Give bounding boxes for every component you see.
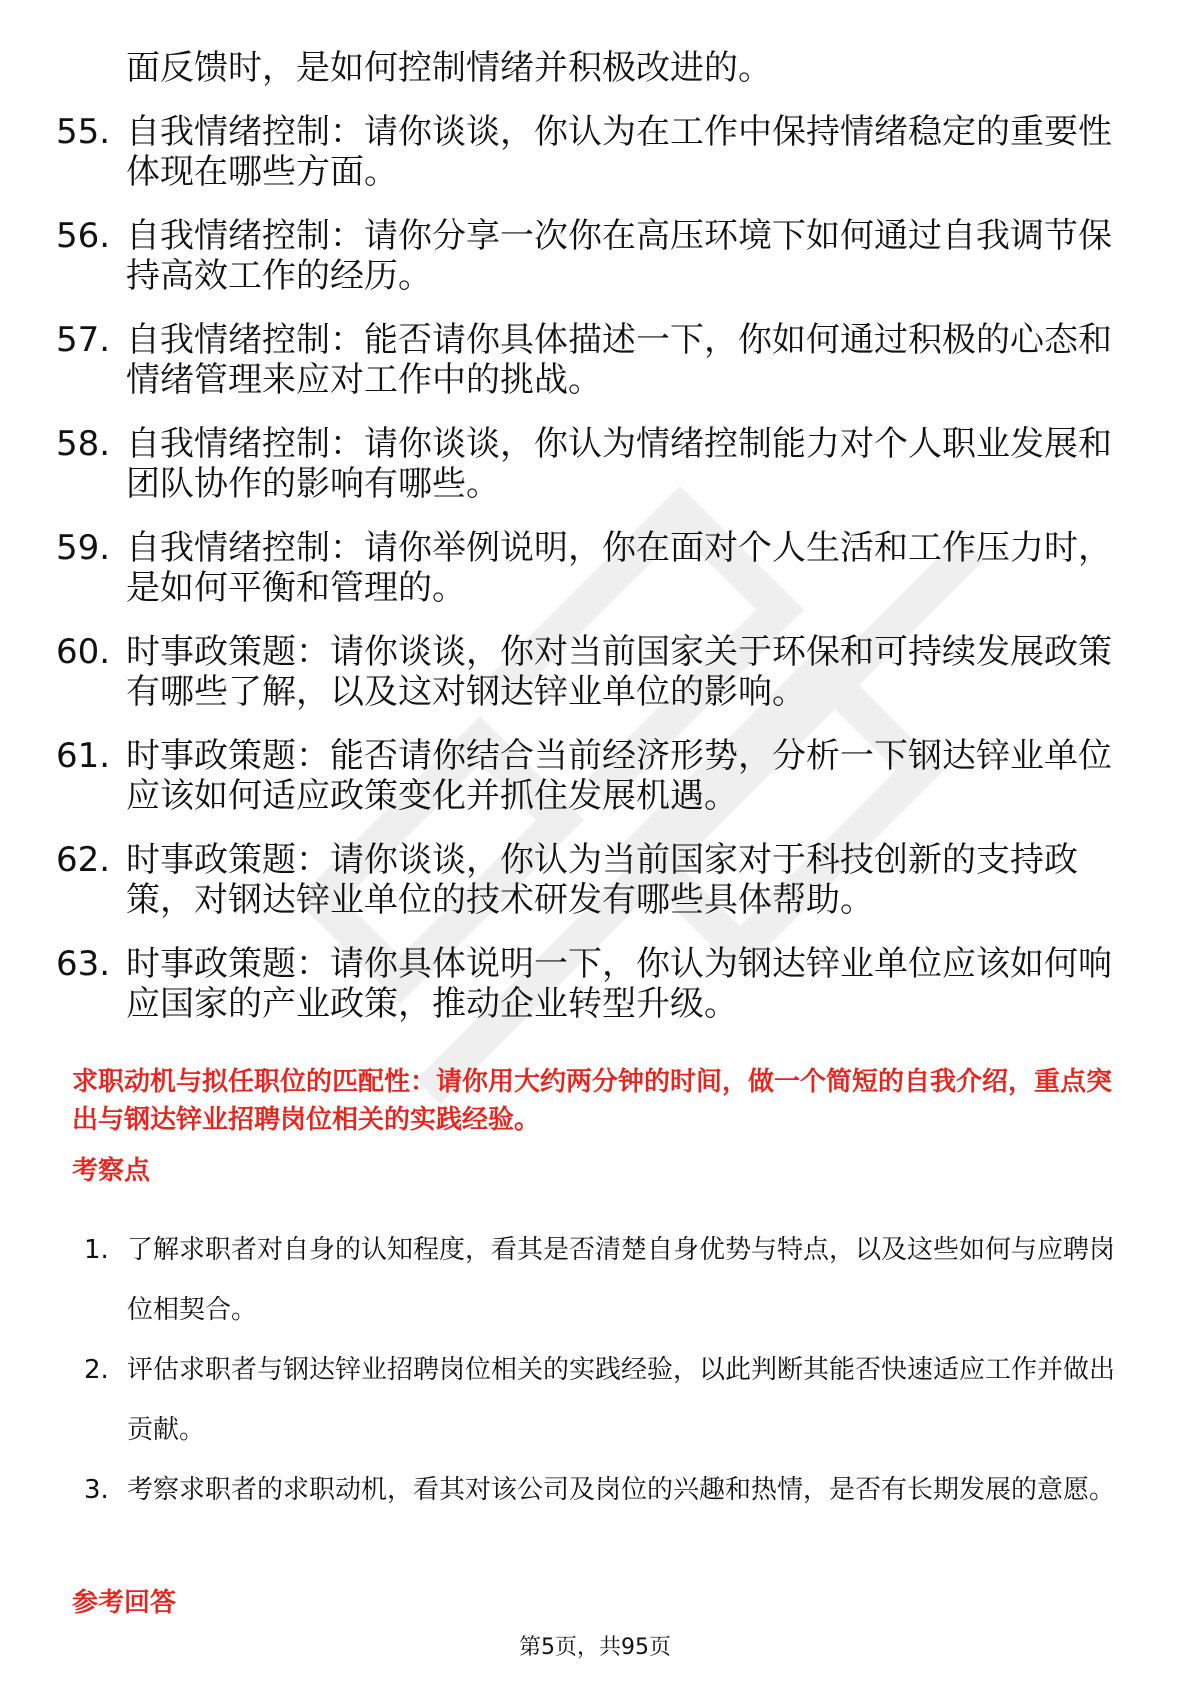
kaochadian-list	[84, 1220, 1124, 1520]
list-item	[56, 840, 1116, 920]
item-number: 57.	[56, 320, 111, 360]
list-item	[84, 1460, 1124, 1520]
item-text: 自我情绪控制：能否请你具体描述一下，你如何通过积极的心态和情绪管理来应对工作中的挑战。	[126, 320, 1112, 400]
item-text: 考察求职者的求职动机，看其对该公司及岗位的兴趣和热情，是否有长期发展的意愿。	[127, 1475, 1116, 1505]
item-number: 61.	[56, 736, 111, 776]
list-item	[56, 216, 1116, 296]
item-number: 58.	[56, 424, 111, 464]
list-item	[56, 528, 1116, 608]
item-text: 自我情绪控制：请你谈谈，你认为在工作中保持情绪稳定的重要性体现在哪些方面。	[126, 112, 1112, 192]
question-list	[56, 112, 1116, 1048]
item-number: 3.	[84, 1475, 109, 1505]
item-number: 62.	[56, 840, 111, 880]
item-number: 59.	[56, 528, 111, 568]
list-item	[56, 320, 1116, 400]
item-text: 时事政策题：请你具体说明一下，你认为钢达锌业单位应该如何响应国家的产业政策，推动企业转型升级。	[126, 944, 1112, 1024]
section-label-reference: 参考回答	[72, 1588, 177, 1618]
item-text: 评估求职者与钢达锌业招聘岗位相关的实践经验，以此判断其能否快速适应工作并做出贡献。	[127, 1355, 1116, 1445]
highlight-question: 求职动机与拟任职位的匹配性：请你用大约两分钟的时间，做一个简短的自我介绍，重点突出与钢达锌业招聘岗位相关的实践经验。	[72, 1067, 1113, 1135]
continuation-line: 面反馈时，是如何控制情绪并积极改进的。	[126, 48, 772, 88]
item-number: 60.	[56, 632, 111, 672]
list-item	[56, 632, 1116, 712]
item-number: 63.	[56, 944, 111, 984]
page-footer: 第5页，共95页	[519, 1635, 671, 1660]
list-item	[56, 736, 1116, 816]
item-number: 2.	[84, 1355, 109, 1385]
item-text: 自我情绪控制：请你分享一次你在高压环境下如何通过自我调节保持高效工作的经历。	[126, 216, 1112, 296]
item-number: 1.	[84, 1235, 109, 1265]
list-item	[84, 1220, 1124, 1340]
list-item	[84, 1340, 1124, 1460]
item-text: 时事政策题：请你谈谈，你对当前国家关于环保和可持续发展政策有哪些了解，以及这对钢达锌业单位的影响。	[126, 632, 1112, 712]
item-text: 时事政策题：请你谈谈，你认为当前国家对于科技创新的支持政策，对钢达锌业单位的技术研发有哪些具体帮助。	[126, 840, 1078, 920]
item-number: 56.	[56, 216, 111, 256]
item-text: 时事政策题：能否请你结合当前经济形势，分析一下钢达锌业单位应该如何适应政策变化并抓住发展机遇。	[126, 736, 1112, 816]
item-text: 了解求职者对自身的认知程度，看其是否清楚自身优势与特点，以及这些如何与应聘岗位相契合。	[127, 1235, 1116, 1325]
section-label-kaochadian: 考察点	[72, 1156, 151, 1186]
list-item	[56, 944, 1116, 1024]
item-text: 自我情绪控制：请你举例说明，你在面对个人生活和工作压力时，是如何平衡和管理的。	[126, 528, 1112, 608]
list-item	[56, 424, 1116, 504]
list-item	[56, 112, 1116, 192]
item-number: 55.	[56, 112, 111, 152]
item-text: 自我情绪控制：请你谈谈，你认为情绪控制能力对个人职业发展和团队协作的影响有哪些。	[126, 424, 1112, 504]
